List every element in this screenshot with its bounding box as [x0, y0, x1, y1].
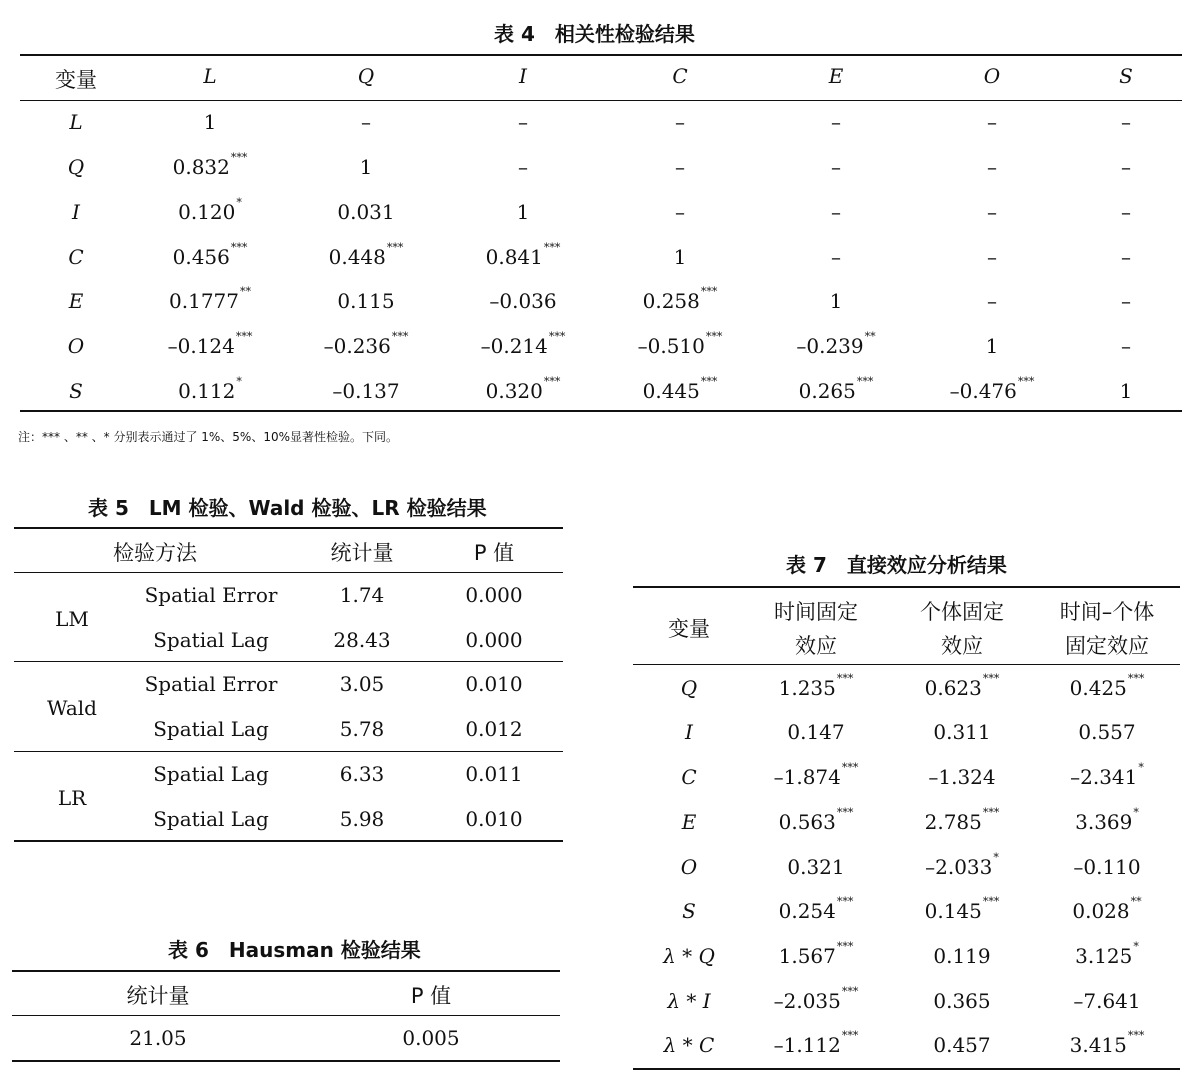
table6-header-cell: P 值 [410, 984, 452, 1008]
table4-cell: – [675, 200, 685, 224]
table7-row-label: E [681, 810, 697, 834]
table4-cell: –0.236*** [323, 330, 409, 358]
table4-cell: 0.448*** [328, 241, 404, 269]
table7-row-label: Q [680, 676, 698, 700]
table5-method: Spatial Error [144, 672, 278, 696]
table4-cell: – [831, 245, 841, 269]
table7-cell: 3.369* [1075, 806, 1139, 834]
table7-cell: 0.623*** [924, 672, 1000, 700]
table4-cell: –0.239** [796, 330, 876, 358]
table4-cell: 0.265*** [798, 375, 874, 403]
table4-header-cell: L [203, 64, 217, 88]
table7-cell: 0.563*** [778, 806, 854, 834]
table7-cell: 3.125* [1075, 940, 1139, 968]
table4-cell: – [987, 245, 997, 269]
table7-header-cell: 效应 [795, 634, 837, 658]
table7-title: 表 7 直接效应分析结果 [786, 553, 1007, 577]
table5-header-cell: P 值 [473, 541, 515, 565]
table4-cell: –0.124*** [167, 330, 253, 358]
table4-cell: – [1121, 110, 1131, 134]
table4-cell: – [987, 155, 997, 179]
table4-cell: 1 [1119, 379, 1133, 403]
table7-cell: 0.145*** [924, 895, 1000, 923]
table7-row-label: O [680, 855, 698, 879]
table7-cell: 1.567*** [778, 940, 854, 968]
table4-header-cell: O [983, 64, 1001, 88]
table4-header-cell: Q [357, 64, 375, 88]
table4-cell: 1 [673, 245, 687, 269]
table7-header-cell: 效应 [941, 634, 983, 658]
table7-cell: 3.415*** [1069, 1029, 1145, 1057]
table6-title: 表 6 Hausman 检验结果 [168, 938, 421, 962]
table7-header-cell: 变量 [668, 617, 710, 641]
table7-cell: –0.110 [1073, 855, 1141, 879]
table7-header-cell: 个体固定 [920, 600, 1004, 624]
table4-cell: – [831, 110, 841, 134]
table7-row-label: S [682, 899, 696, 923]
table5-method: Spatial Lag [153, 807, 269, 831]
table7-cell: 0.457 [933, 1033, 991, 1057]
table4-row-label: C [68, 245, 84, 269]
table5-statistic: 5.98 [339, 807, 385, 831]
table4-cell: – [518, 110, 528, 134]
table4-cell: 0.115 [337, 289, 395, 313]
table7-header-cell: 固定效应 [1065, 634, 1149, 658]
table5-method: Spatial Lag [153, 717, 269, 741]
table4-cell: 0.320*** [485, 375, 561, 403]
table7-cell: 0.557 [1078, 720, 1136, 744]
table5-group-label: LR [57, 785, 87, 810]
table4-row-label: O [67, 334, 85, 358]
table5-method: Spatial Lag [153, 762, 269, 786]
table6-cell: 0.005 [402, 1026, 460, 1050]
table4-cell: – [518, 155, 528, 179]
table4-title: 表 4 相关性检验结果 [494, 22, 695, 46]
table4-row-label: Q [67, 155, 85, 179]
table7-cell: 0.311 [933, 720, 991, 744]
table7-row-label: I [685, 720, 693, 744]
table4-row-label: S [69, 379, 83, 403]
table4-cell: 0.120* [178, 196, 242, 224]
table5-group-label: LM [55, 606, 89, 631]
table4-cell: – [361, 110, 371, 134]
table4-cell: 1 [203, 110, 217, 134]
table4-header-cell: 变量 [55, 68, 97, 92]
table6-top-rule [12, 970, 560, 972]
table4-cell: 1 [516, 200, 530, 224]
table4-cell: –0.036 [489, 289, 557, 313]
table7-cell: –1.324 [928, 765, 996, 789]
table4-header-rule [20, 100, 1182, 101]
table4-row-label: E [68, 289, 84, 313]
table4-cell: 0.031 [337, 200, 395, 224]
table7-cell: 2.785*** [924, 806, 1000, 834]
table5-header-rule [14, 572, 563, 573]
table7-header-cell: 时间–个体 [1059, 600, 1155, 624]
table7-cell: –1.112*** [773, 1029, 859, 1057]
table7-cell: 0.254*** [778, 895, 854, 923]
table5-method: Spatial Lag [153, 628, 269, 652]
table5-pvalue: 0.000 [465, 583, 523, 607]
table4-cell: 1 [829, 289, 843, 313]
table4-cell: –0.214*** [480, 330, 566, 358]
table4-cell: 0.258*** [642, 285, 718, 313]
table5-statistic: 28.43 [333, 628, 391, 652]
table4-cell: 0.456*** [172, 241, 248, 269]
table4-cell: –0.510*** [637, 330, 723, 358]
table4-top-rule [20, 54, 1182, 56]
table4-cell: – [675, 155, 685, 179]
table4-cell: 1 [985, 334, 999, 358]
table7-cell: –2.341* [1070, 761, 1144, 789]
table5-group-label: Wald [47, 695, 97, 720]
table7-cell: 0.321 [787, 855, 845, 879]
table7-header-cell: 时间固定 [774, 600, 858, 624]
table7-header-rule [633, 664, 1180, 665]
table7-cell: –7.641 [1073, 989, 1141, 1013]
table5-statistic: 3.05 [339, 672, 385, 696]
table5-header-cell: 检验方法 [113, 541, 197, 565]
table4-cell: – [1121, 155, 1131, 179]
table4-header-cell: C [672, 64, 688, 88]
table7-top-rule [633, 586, 1180, 588]
table5-top-rule [14, 527, 563, 529]
table5-statistic: 5.78 [339, 717, 385, 741]
table4-cell: – [1121, 289, 1131, 313]
table4-header-cell: I [519, 64, 527, 88]
table5-pvalue: 0.011 [465, 762, 523, 786]
table4-header-cell: E [828, 64, 844, 88]
table7-cell: –2.033* [925, 851, 999, 879]
table7-row-label: λ * I [667, 989, 711, 1013]
table7-row-label: C [681, 765, 697, 789]
table4-cell: – [987, 289, 997, 313]
table4-cell: –0.137 [332, 379, 400, 403]
table7-cell: 0.119 [933, 944, 991, 968]
table5-title: 表 5 LM 检验、Wald 检验、LR 检验结果 [88, 496, 487, 520]
table6-cell: 21.05 [129, 1026, 187, 1050]
table7-row-label: λ * Q [663, 944, 715, 968]
table4-cell: 0.112* [178, 375, 242, 403]
table4-bottom-rule [20, 410, 1182, 412]
table7-bottom-rule [633, 1068, 1180, 1070]
table6-bottom-rule [12, 1060, 560, 1062]
table4-note: 注：*** 、** 、* 分别表示通过了 1%、5%、10%显著性检验。下同。 [18, 430, 399, 444]
table7-cell: –1.874*** [773, 761, 859, 789]
table5-statistic: 6.33 [339, 762, 385, 786]
table6-header-cell: 统计量 [126, 984, 190, 1008]
table4-cell: 0.445*** [642, 375, 718, 403]
table4-cell: – [675, 110, 685, 134]
table4-cell: – [987, 200, 997, 224]
table5-pvalue: 0.010 [465, 807, 523, 831]
table5-pvalue: 0.000 [465, 628, 523, 652]
table7-cell: 0.147 [787, 720, 845, 744]
table4-cell: – [831, 200, 841, 224]
table7-cell: 1.235*** [778, 672, 854, 700]
table4-cell: – [987, 110, 997, 134]
table4-cell: – [1121, 200, 1131, 224]
table4-header-cell: S [1119, 64, 1133, 88]
table7-cell: 0.365 [933, 989, 991, 1013]
table5-pvalue: 0.012 [465, 717, 523, 741]
table7-row-label: λ * C [663, 1033, 715, 1057]
table5-header-cell: 统计量 [330, 541, 394, 565]
table5-group-rule-2 [14, 751, 563, 752]
table4-cell: – [831, 155, 841, 179]
table4-cell: 1 [359, 155, 373, 179]
table7-cell: –2.035*** [773, 985, 859, 1013]
table7-cell: 0.425*** [1069, 672, 1145, 700]
table5-bottom-rule [14, 840, 563, 842]
table7-cell: 0.028** [1072, 895, 1142, 923]
table6-header-rule [12, 1015, 560, 1016]
table5-method: Spatial Error [144, 583, 278, 607]
table4-cell: 0.1777** [169, 285, 251, 313]
table4-cell: 0.841*** [485, 241, 561, 269]
table4-cell: – [1121, 334, 1131, 358]
table5-statistic: 1.74 [339, 583, 385, 607]
table5-pvalue: 0.010 [465, 672, 523, 696]
table4-cell: 0.832*** [172, 151, 248, 179]
table4-cell: –0.476*** [949, 375, 1035, 403]
table4-row-label: L [69, 110, 83, 134]
table5-group-rule-1 [14, 661, 563, 662]
table4-cell: – [1121, 245, 1131, 269]
table4-row-label: I [72, 200, 80, 224]
